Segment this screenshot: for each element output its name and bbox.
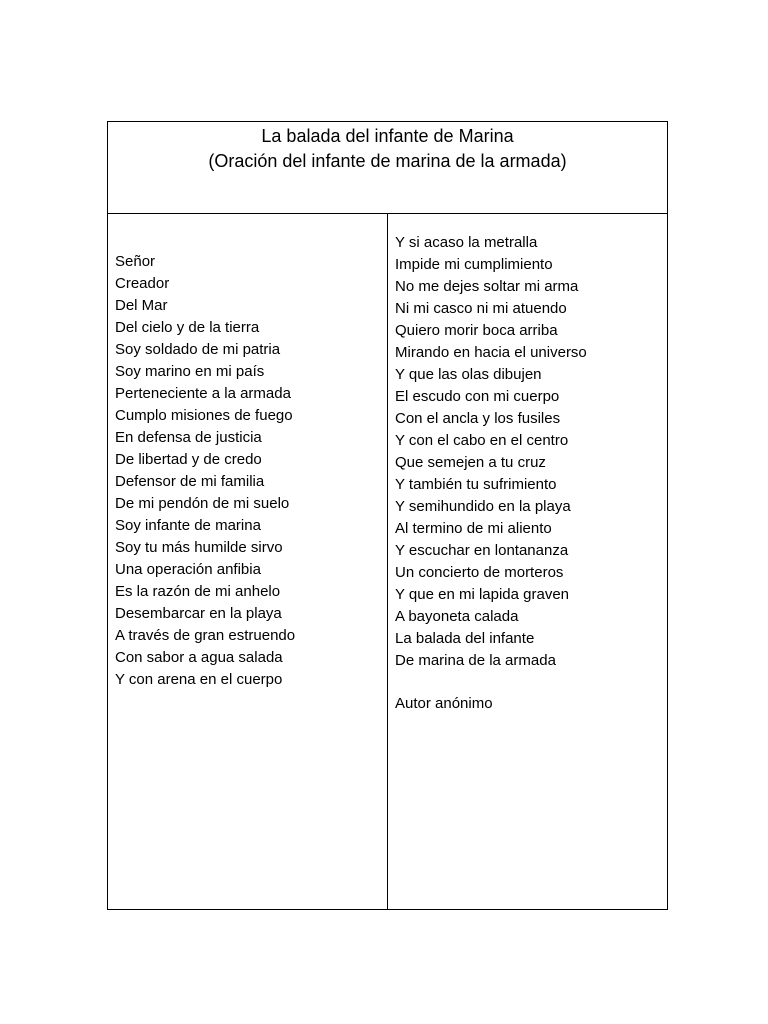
verse-line: Es la razón de mi anhelo: [115, 583, 281, 600]
verse-line: Y que las olas dibujen: [395, 366, 542, 383]
verse-line: Defensor de mi familia: [115, 473, 265, 490]
verse-line: Creador: [115, 275, 170, 292]
verse-line: Del cielo y de la tierra: [115, 319, 260, 336]
verse-line: Ni mi casco ni mi atuendo: [395, 300, 567, 317]
verse-line: Perteneciente a la armada: [115, 385, 291, 402]
poem-title: La balada del infante de Marina: [261, 126, 514, 146]
verse-line: De marina de la armada: [395, 652, 556, 669]
verse-line: Cumplo misiones de fuego: [115, 407, 293, 424]
right-column: [388, 214, 667, 909]
verse-line: Soy tu más humilde sirvo: [115, 539, 283, 556]
verse-line: Una operación anfibia: [115, 561, 261, 578]
verse-line: Desembarcar en la playa: [115, 605, 282, 622]
poem-table: [107, 121, 668, 910]
verse-line: Y escuchar en lontananza: [395, 542, 569, 559]
verse-line: Con el ancla y los fusiles: [395, 410, 561, 427]
verse-line: El escudo con mi cuerpo: [395, 388, 560, 405]
right-verse-list: [395, 232, 587, 672]
verse-line: La balada del infante: [395, 630, 535, 647]
verse-line: Señor: [115, 253, 156, 270]
verse-line: Un concierto de morteros: [395, 564, 564, 581]
verse-line: A través de gran estruendo: [115, 627, 296, 644]
verse-line: En defensa de justicia: [115, 429, 262, 446]
verse-line: De libertad y de credo: [115, 451, 262, 468]
title-cell: [108, 122, 667, 214]
verse-line: Al termino de mi aliento: [395, 520, 552, 537]
left-column: [108, 214, 388, 909]
verse-line: Impide mi cumplimiento: [395, 256, 553, 273]
author-credit: Autor anónimo: [395, 695, 493, 712]
verse-line: Con sabor a agua salada: [115, 649, 283, 666]
verse-line: Soy marino en mi país: [115, 363, 265, 380]
verse-line: Quiero morir boca arriba: [395, 322, 558, 339]
verse-line: De mi pendón de mi suelo: [115, 495, 290, 512]
verse-line: Soy soldado de mi patria: [115, 341, 281, 358]
verse-line: Que semejen a tu cruz: [395, 454, 546, 471]
verse-line: Y si acaso la metralla: [395, 234, 538, 251]
verse-line: Del Mar: [115, 297, 168, 314]
verse-line: No me dejes soltar mi arma: [395, 278, 579, 295]
poem-subtitle: (Oración del infante de marina de la armada): [208, 151, 567, 171]
verse-line: A bayoneta calada: [395, 608, 519, 625]
left-verse-list: [115, 251, 295, 691]
verse-line: Y también tu sufrimiento: [395, 476, 557, 493]
verse-line: Y con arena en el cuerpo: [115, 671, 283, 688]
verse-line: Soy infante de marina: [115, 517, 261, 534]
verse-line: Y que en mi lapida graven: [395, 586, 570, 603]
verse-line: Mirando en hacia el universo: [395, 344, 587, 361]
verse-line: Y semihundido en la playa: [395, 498, 571, 515]
verse-line: Y con el cabo en el centro: [395, 432, 569, 449]
